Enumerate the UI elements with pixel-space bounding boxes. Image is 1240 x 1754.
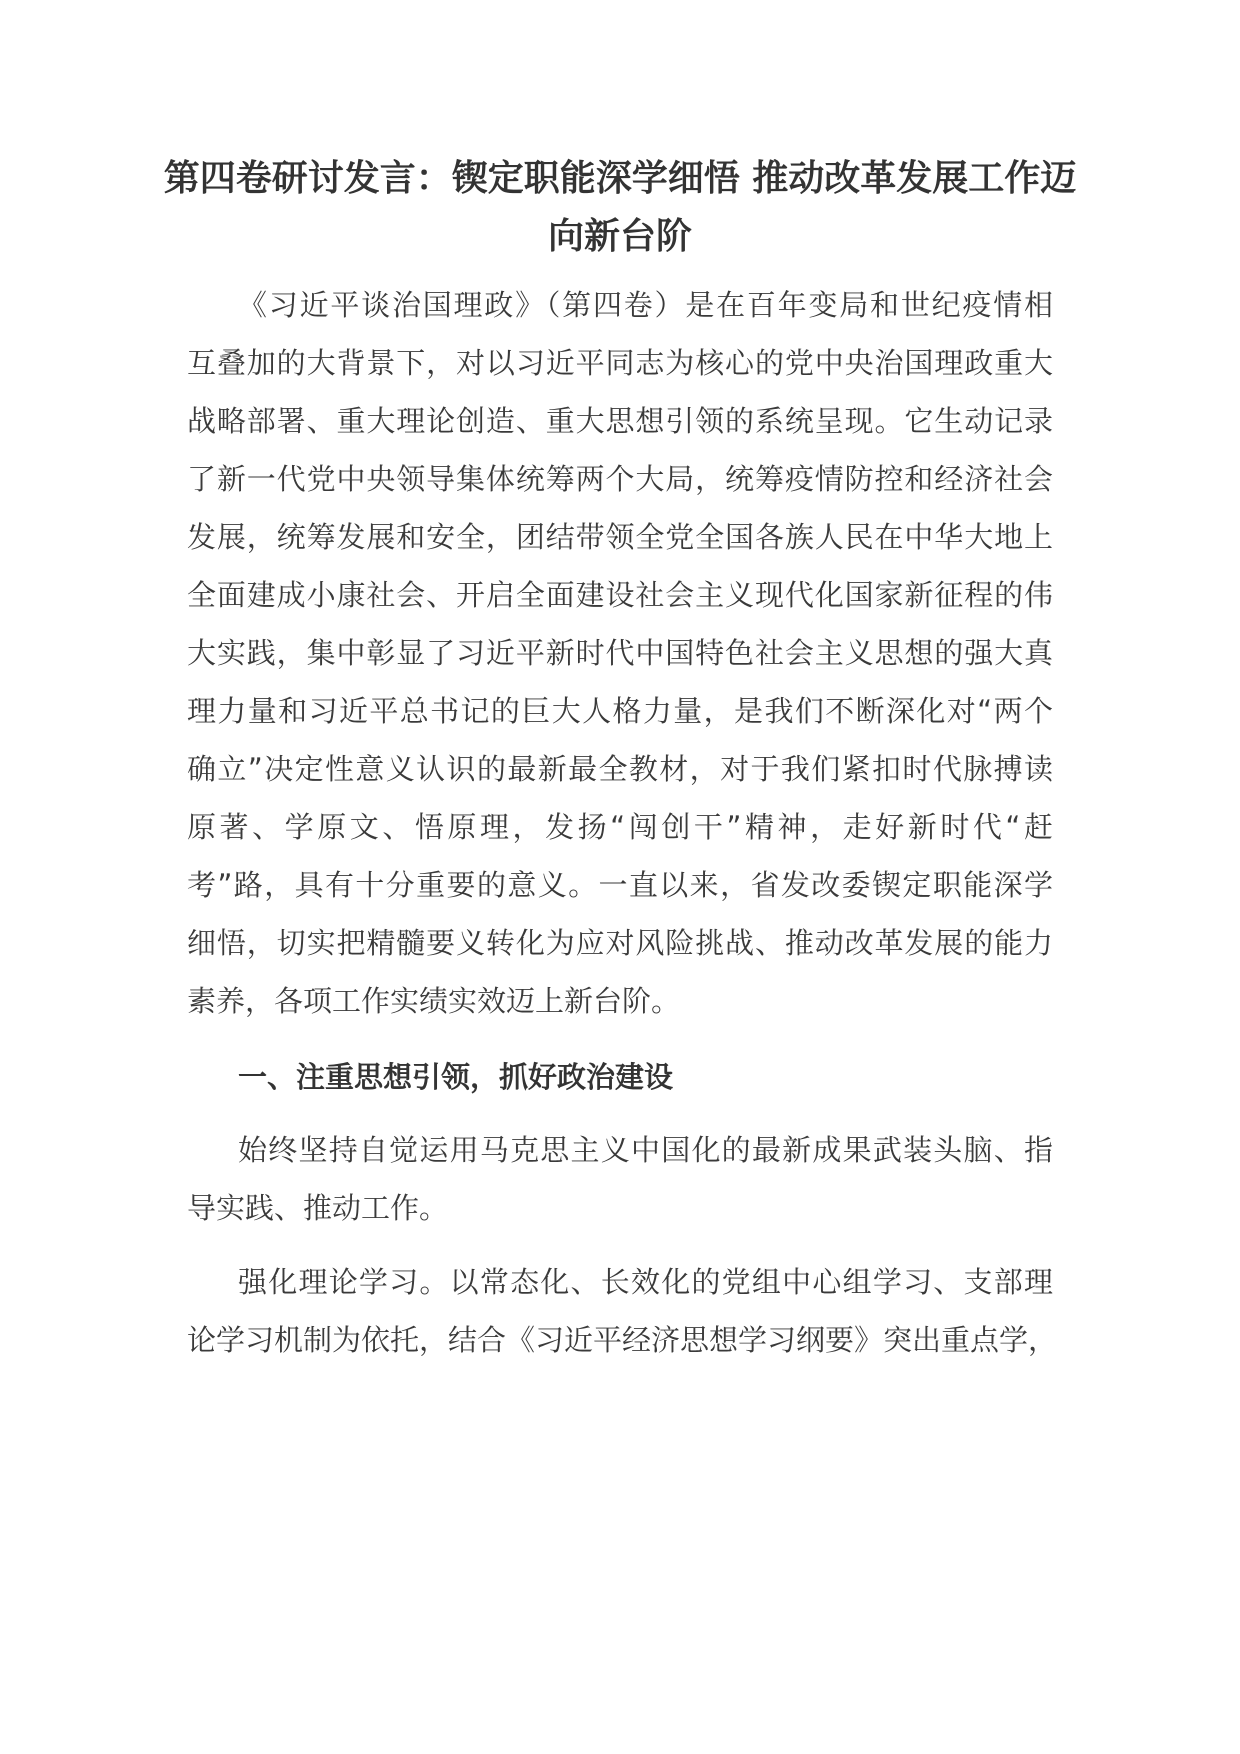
paragraph-line: 强化理论学习。以常态化、长效化的党组中心组学习、支部理 — [238, 1265, 1053, 1299]
paragraph-line: 《习近平谈治国理政》（第四卷）是在百年变局和世纪疫情相 — [238, 288, 1053, 322]
paragraph-line: 导实践、推动工作。 — [187, 1191, 449, 1225]
paragraph-line: 互叠加的大背景下，对以习近平同志为核心的党中央治国理政重大 — [187, 346, 1053, 380]
paragraph-line: 理力量和习近平总书记的巨大人格力量，是我们不断深化对“两个 — [187, 694, 1053, 728]
paragraph-line: 全面建成小康社会、开启全面建设社会主义现代化国家新征程的伟 — [187, 578, 1053, 612]
paragraph-line: 大实践，集中彰显了习近平新时代中国特色社会主义思想的强大真 — [187, 636, 1053, 670]
paragraph-line: 考”路，具有十分重要的意义。一直以来，省发改委锲定职能深学 — [187, 868, 1053, 902]
paragraph-line: 发展，统筹发展和安全，团结带领全党全国各族人民在中华大地上 — [187, 520, 1053, 554]
paragraph-line: 始终坚持自觉运用马克思主义中国化的最新成果武装头脑、指 — [238, 1133, 1053, 1167]
section-heading-1: 一、注重思想引领，抓好政治建设 — [238, 1060, 674, 1094]
paragraph-line: 细悟，切实把精髓要义转化为应对风险挑战、推动改革发展的能力 — [187, 926, 1053, 960]
document-title-line-1: 第四卷研讨发言：锲定职能深学细悟 推动改革发展工作迈 — [163, 158, 1077, 199]
document-title-line-2: 向新台阶 — [547, 216, 692, 257]
paragraph-line: 了新一代党中央领导集体统筹两个大局，统筹疫情防控和经济社会 — [187, 462, 1053, 496]
paragraph-line: 原著、学原文、悟原理，发扬“闯创干”精神，走好新时代“赶 — [187, 810, 1053, 844]
paragraph-line: 素养，各项工作实绩实效迈上新台阶。 — [187, 984, 681, 1018]
paragraph-line: 确立”决定性意义认识的最新最全教材，对于我们紧扣时代脉搏读 — [187, 752, 1053, 786]
paragraph-line: 战略部署、重大理论创造、重大思想引领的系统呈现。它生动记录 — [187, 404, 1053, 438]
paragraph-line: 论学习机制为依托，结合《习近平经济思想学习纲要》突出重点学， — [187, 1323, 1058, 1357]
